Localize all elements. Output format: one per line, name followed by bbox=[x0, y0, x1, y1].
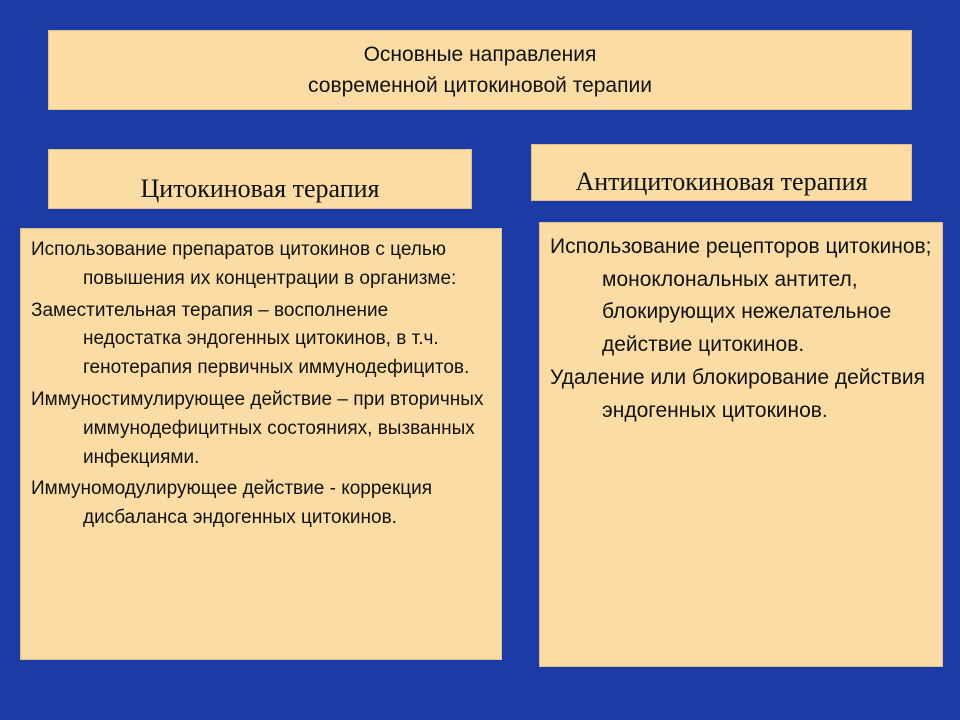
cytokine-therapy-item: Иммуностимулирующее действие – при вторичных иммунодефицитных состояниях, вызванных инфекциями. bbox=[31, 388, 484, 468]
cytokine-therapy-header-label: Цитокиновая терапия bbox=[140, 174, 380, 203]
anticytokine-therapy-item: Использование рецепторов цитокинов; моноклональных антител, блокирующих нежелательное действие цитокинов. bbox=[550, 235, 932, 356]
cytokine-therapy-item: Использование препаратов цитокинов с целью повышения их концентрации в организме: bbox=[31, 239, 457, 289]
slide-title-line-2: современной цитокиновой терапии bbox=[308, 74, 652, 97]
anticytokine-therapy-list bbox=[539, 222, 943, 667]
cytokine-therapy-item: Иммуномодулирующее действие - коррекция дисбаланса эндогенных цитокинов. bbox=[31, 478, 433, 529]
anticytokine-therapy-header-label: Антицитокиновая терапия bbox=[575, 166, 868, 196]
cytokine-therapy-list bbox=[20, 228, 502, 660]
slide-title-line-1: Основные направления bbox=[363, 43, 597, 66]
anticytokine-therapy-item: Удаление или блокирование действия эндогенных цитокинов. bbox=[550, 366, 925, 422]
cytokine-therapy-item: Заместительная терапия – восполнение недостатка эндогенных цитокинов, в т.ч. генотерапия первичных иммунодефицитов. bbox=[31, 299, 470, 379]
slide-title-box bbox=[48, 30, 912, 110]
anticytokine-therapy-header bbox=[531, 144, 912, 201]
cytokine-therapy-header bbox=[48, 149, 472, 209]
